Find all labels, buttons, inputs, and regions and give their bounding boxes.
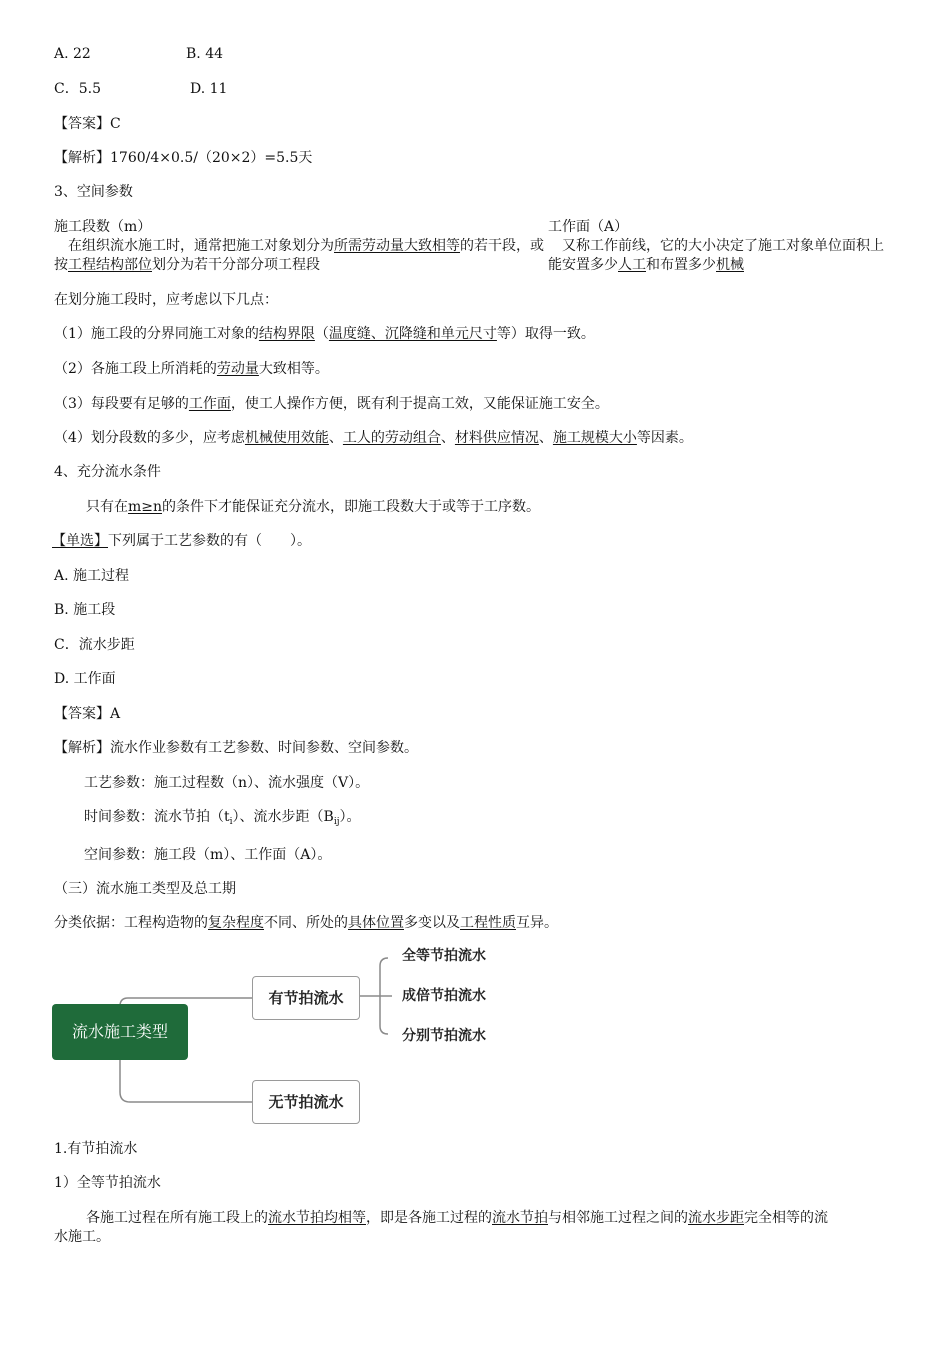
mindmap-leaf-equal: 全等节拍流水 bbox=[402, 948, 486, 964]
left-text-1: 在组织流水施工时，通常把施工对象划分为 bbox=[68, 238, 334, 254]
underline: 流水节拍均相等 bbox=[268, 1210, 366, 1226]
right-underline-2: 机械 bbox=[716, 257, 744, 273]
spatial-heading: 3、空间参数 bbox=[54, 184, 133, 200]
division-item-1 bbox=[54, 326, 595, 344]
q2-analysis: 【解析】流水作业参数有工艺参数、时间参数、空间参数。 bbox=[54, 740, 418, 756]
rhythm-heading-2: 1）全等节拍流水 bbox=[54, 1175, 161, 1191]
left-text-2: 的若干段，或按 bbox=[54, 238, 544, 273]
question-text: 下列属于工艺参数的有（ ）。 bbox=[108, 533, 311, 549]
text: 不同、所处的 bbox=[264, 915, 348, 931]
rhythm-heading-1: 1.有节拍流水 bbox=[54, 1141, 138, 1157]
types-heading: （三）流水施工类型及总工期 bbox=[54, 881, 236, 897]
left-column bbox=[54, 218, 546, 275]
right-paragraph bbox=[548, 237, 890, 275]
text: 与相邻施工过程之间的 bbox=[548, 1210, 688, 1226]
q2-answer: 【答案】A bbox=[54, 706, 121, 722]
mindmap-branch-nonrhythmic: 无节拍流水 bbox=[252, 1080, 360, 1124]
underline: 结构界限 bbox=[258, 326, 315, 342]
subscript: i bbox=[229, 817, 233, 827]
underline: 具体位置 bbox=[348, 915, 404, 931]
underline: 工人的劳动组合 bbox=[342, 430, 441, 446]
q2-space-params: 空间参数：施工段（m）、工作面（A）。 bbox=[84, 847, 332, 863]
mindmap-branch-rhythmic: 有节拍流水 bbox=[252, 976, 360, 1020]
division-item-4 bbox=[54, 430, 693, 448]
text: （2）各施工段上所消耗的 bbox=[54, 361, 217, 377]
q2-option-d: D. 工作面 bbox=[54, 671, 116, 687]
rhythm-paragraph-line-2: 水施工。 bbox=[54, 1229, 110, 1245]
condition-text bbox=[86, 499, 540, 517]
underline: 流水节拍 bbox=[492, 1210, 548, 1226]
text: 分类依据：工程构造物的 bbox=[54, 915, 208, 931]
text: 的条件下才能保证充分流水，即施工段数大于或等于工序数。 bbox=[162, 499, 541, 515]
text: （3）每段要有足够的 bbox=[54, 396, 189, 412]
division-item-2 bbox=[54, 361, 329, 379]
text: 等）取得一致。 bbox=[496, 326, 595, 342]
q2-time-params bbox=[84, 809, 361, 828]
text: ，即是各施工过程的 bbox=[366, 1210, 492, 1226]
mindmap-leaf-separate: 分别节拍流水 bbox=[402, 1028, 486, 1044]
underline: 工作面 bbox=[188, 396, 231, 412]
right-text-2: 和布置多少 bbox=[646, 257, 716, 273]
right-text-1: 又称工作前线，它的大小决定了施工对象单位面积上能安置多少 bbox=[548, 238, 884, 273]
text: （1）施工段的分界同施工对象的 bbox=[54, 326, 259, 342]
text: 完全相等的流 bbox=[744, 1210, 828, 1226]
right-title: 工作面（A） bbox=[548, 219, 629, 235]
q1-option-d: D. 11 bbox=[190, 81, 228, 97]
underline: 材料供应情况 bbox=[454, 430, 539, 446]
text: 互异。 bbox=[516, 915, 558, 931]
text: 多变以及 bbox=[404, 915, 460, 931]
division-item-3 bbox=[54, 396, 609, 414]
types-basis bbox=[54, 915, 558, 933]
left-underline-1: 所需劳动量大致相等 bbox=[334, 238, 460, 254]
underline: 施工规模大小 bbox=[552, 430, 637, 446]
question-tag: 【单选】 bbox=[52, 533, 108, 549]
text: （4）划分段数的多少，应考虑 bbox=[54, 430, 245, 446]
q1-analysis: 【解析】1760/4×0.5/（20×2）=5.5天 bbox=[54, 150, 313, 166]
q1-option-a: A. 22 bbox=[54, 46, 91, 62]
q1-answer: 【答案】C bbox=[54, 116, 121, 132]
connector-root-branch2 bbox=[120, 1060, 252, 1102]
text: 等因素。 bbox=[636, 430, 693, 446]
text: 只有在 bbox=[86, 499, 128, 515]
division-intro: 在划分施工段时，应考虑以下几点： bbox=[54, 292, 278, 308]
q2-stem bbox=[52, 533, 311, 551]
flow-type-mindmap bbox=[52, 940, 512, 1130]
left-title: 施工段数（m） bbox=[54, 219, 152, 235]
subscript: ij bbox=[333, 817, 340, 827]
text: ）、流水步距（B bbox=[232, 809, 334, 825]
underline: 温度缝、沉降缝和单元尺寸 bbox=[328, 326, 497, 342]
text: 时间参数：流水节拍（t bbox=[84, 809, 230, 825]
right-column bbox=[548, 218, 890, 275]
rhythm-paragraph-line-1 bbox=[86, 1210, 828, 1228]
right-underline-1: 人工 bbox=[618, 257, 646, 273]
text: ，使工人操作方便，既有利于提高工效，又能保证施工安全。 bbox=[230, 396, 609, 412]
text: ）。 bbox=[339, 809, 361, 825]
left-text-3: 划分为若干分部分项工程段 bbox=[152, 257, 320, 273]
underline: 劳动量 bbox=[216, 361, 259, 377]
q2-option-b: B. 施工段 bbox=[54, 602, 116, 618]
condition-heading: 4、充分流水条件 bbox=[54, 464, 161, 480]
q2-option-c: C．流水步距 bbox=[54, 637, 135, 653]
mindmap-root-node: 流水施工类型 bbox=[52, 1004, 188, 1060]
text: 、 bbox=[538, 430, 553, 446]
q2-option-a: A. 施工过程 bbox=[54, 568, 130, 584]
underline: m≥n bbox=[128, 499, 163, 515]
underline: 复杂程度 bbox=[208, 915, 264, 931]
text: 、 bbox=[328, 430, 343, 446]
text: 大致相等。 bbox=[258, 361, 329, 377]
mindmap-leaf-multiple: 成倍节拍流水 bbox=[402, 988, 486, 1004]
underline: 机械使用效能 bbox=[244, 430, 329, 446]
underline: 流水步距 bbox=[688, 1210, 744, 1226]
text: 各施工过程在所有施工段上的 bbox=[86, 1210, 268, 1226]
q1-option-c: C．5.5 bbox=[54, 81, 101, 97]
left-underline-2: 工程结构部位 bbox=[68, 257, 152, 273]
text: 、 bbox=[440, 430, 455, 446]
underline: 工程性质 bbox=[460, 915, 516, 931]
text: （ bbox=[314, 326, 329, 342]
q2-craft-params: 工艺参数：施工过程数（n）、流水强度（V）。 bbox=[84, 775, 370, 791]
q1-option-b: B. 44 bbox=[186, 46, 224, 62]
left-paragraph bbox=[54, 237, 546, 275]
